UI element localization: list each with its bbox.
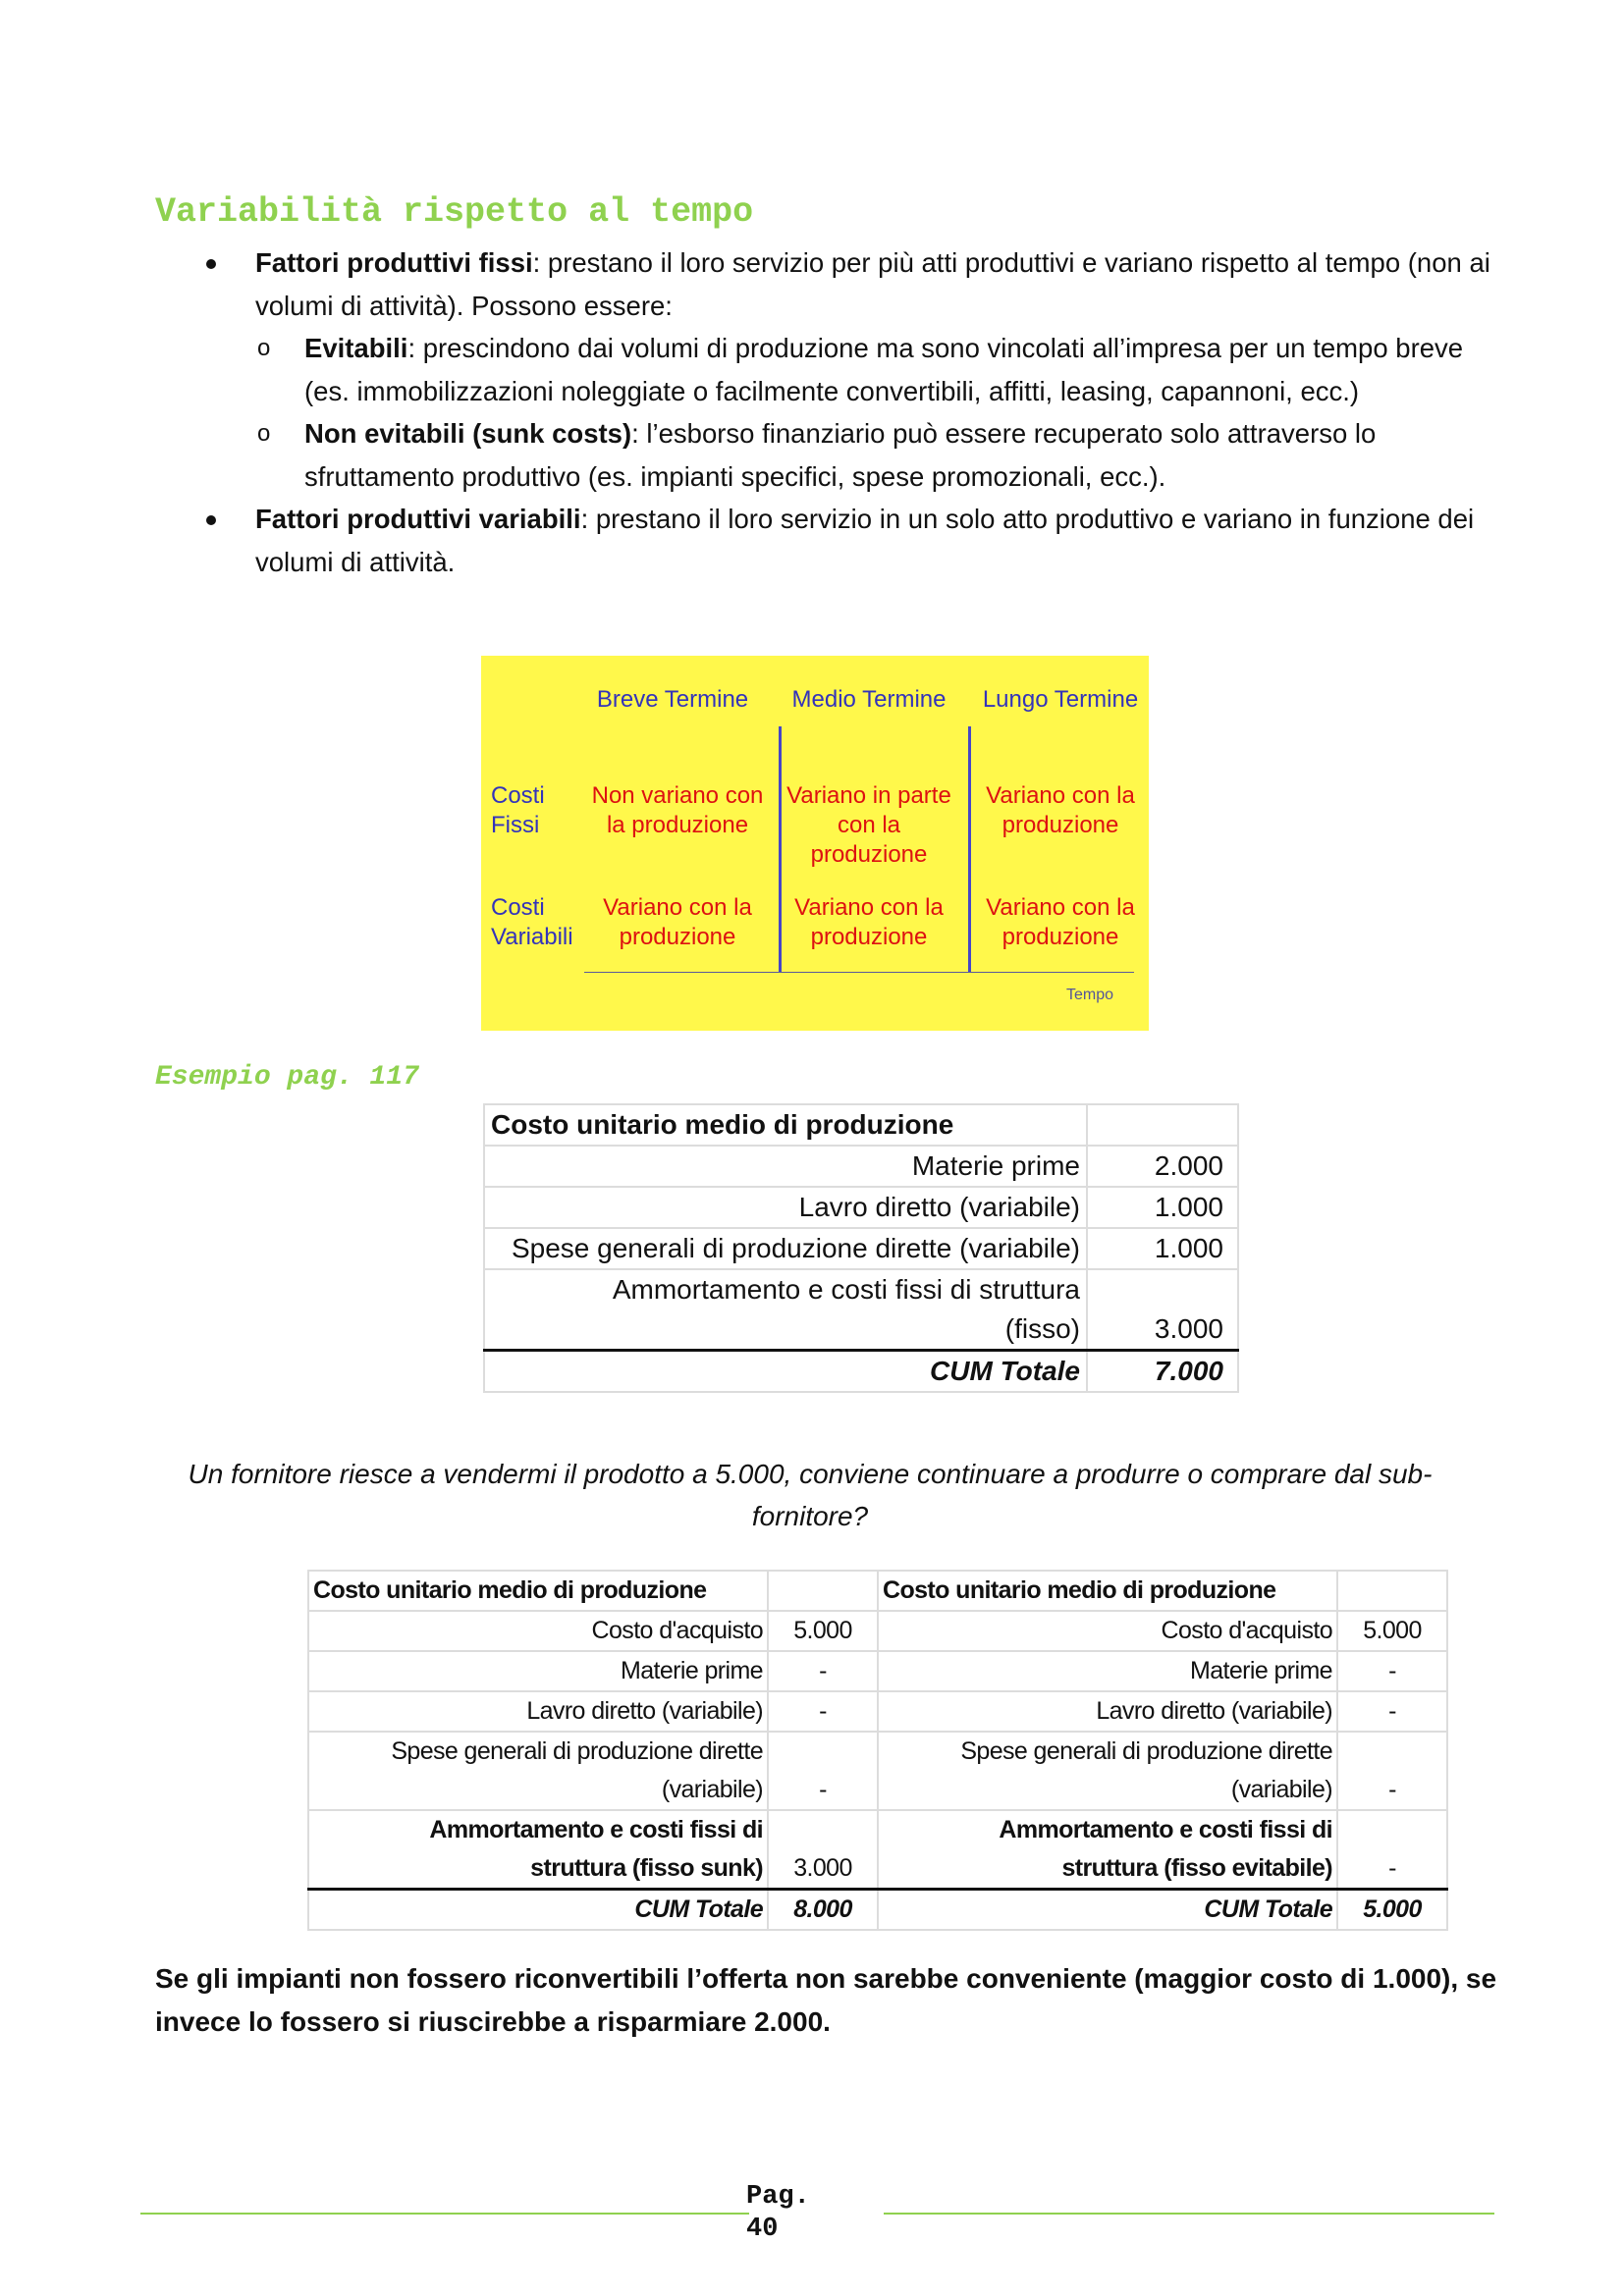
diagram-cell-var-long: Variano con la produzione [986, 894, 1135, 950]
footer-line-right [884, 2213, 1494, 2215]
bullet-text: : prestano il loro servizio per più atti produttivi e variano rispetto al tempo (non ai volumi di attività). Possono essere: [255, 247, 1490, 321]
bullet-term: Fattori produttivi fissi [255, 247, 533, 278]
table-total-row [308, 1890, 1447, 1931]
row-value: - [768, 1691, 878, 1732]
cost-time-diagram [481, 656, 1149, 1031]
page-number-value: 40 [746, 2215, 779, 2244]
row-value: 5.000 [1337, 1611, 1447, 1651]
example-title: Esempio pag. 117 [155, 1062, 419, 1093]
comparison-table [307, 1570, 1448, 1931]
table-row [484, 1146, 1238, 1187]
row-label: Lavro diretto (variabile) [484, 1187, 1087, 1228]
bullet-dot [206, 515, 216, 525]
total-value: 5.000 [1337, 1890, 1447, 1931]
total-label: CUM Totale [308, 1890, 768, 1931]
table-row [308, 1810, 1447, 1890]
bullet-item-fixed [206, 241, 1502, 327]
row-label: Materie prime [308, 1651, 768, 1691]
sub-item-sunk [257, 412, 1502, 498]
table-row [484, 1104, 1238, 1146]
row-label: Costo d'acquisto [308, 1611, 768, 1651]
sub-text: : prescindono dai volumi di produzione ma sono vincolati all’impresa per un tempo breve (es. immobilizzazioni noleggiate o facilmente convertibili, affitti, leasing, capannoni, ecc.) [304, 333, 1464, 406]
table-row [484, 1269, 1238, 1351]
diagram-header-short: Breve Termine [596, 686, 749, 713]
sub-bullet-marker: o [257, 335, 271, 361]
row-value: 1.000 [1087, 1228, 1238, 1269]
row-label: Ammortamento e costi fissi di struttura (fisso evitabile) [878, 1810, 1337, 1890]
row-label: Materie prime [484, 1146, 1087, 1187]
row-value: - [1337, 1691, 1447, 1732]
bullet-item-variable [206, 498, 1502, 583]
row-label: Lavro diretto (variabile) [308, 1691, 768, 1732]
row-value: 1.000 [1087, 1187, 1238, 1228]
conclusion-text: Se gli impianti non fossero riconvertibili l’offerta non sarebbe conveniente (maggior costo di 1.000), se invece lo fossero si riuscirebbe a risparmiare 2.000. [155, 1963, 1497, 2037]
unit-cost-table [483, 1103, 1239, 1393]
table-row [308, 1611, 1447, 1651]
page-label: Pag. [746, 2182, 810, 2212]
row-value: - [1337, 1732, 1447, 1810]
footer-line-left [140, 2213, 749, 2215]
row-label: Ammortamento e costi fissi di struttura (fisso sunk) [308, 1810, 768, 1890]
bullet-list [206, 241, 1502, 583]
diagram-divider-1 [779, 726, 782, 972]
sub-list [257, 327, 1502, 498]
page-number [746, 2181, 815, 2246]
table-cell-empty [768, 1571, 878, 1611]
row-value: 5.000 [768, 1611, 878, 1651]
row-label: Spese generali di produzione dirette (variabile) [484, 1228, 1087, 1269]
table-cell-empty [1087, 1104, 1238, 1146]
total-value: 8.000 [768, 1890, 878, 1931]
table-row [484, 1228, 1238, 1269]
table-cell-empty [1337, 1571, 1447, 1611]
row-label: Spese generali di produzione dirette (variabile) [308, 1732, 768, 1810]
row-value: - [768, 1651, 878, 1691]
row-value: 2.000 [1087, 1146, 1238, 1187]
bullet-dot [206, 259, 216, 269]
row-value: - [1337, 1651, 1447, 1691]
bullet-term: Fattori produttivi variabili [255, 504, 581, 534]
sub-text: : l’esborso finanziario può essere recuperato solo attraverso lo sfruttamento produttivo (es. impianti specifici, spese promozionali, ecc.). [304, 418, 1377, 492]
diagram-cell-var-medium: Variano con la produzione [794, 894, 944, 950]
diagram-axis-label: Tempo [1065, 987, 1114, 1003]
row-value: - [768, 1732, 878, 1810]
diagram-cell-fixed-long: Variano con la produzione [986, 782, 1135, 838]
table-row [308, 1691, 1447, 1732]
total-value: 7.000 [1087, 1351, 1238, 1393]
row-label: Materie prime [878, 1651, 1337, 1691]
diagram-row-variable: Costi Variabili [491, 894, 573, 950]
table-row [308, 1732, 1447, 1810]
bullet-text: : prestano il loro servizio in un solo atto produttivo e variano in funzione dei volumi di attività. [255, 504, 1475, 577]
section-heading: Variabilità rispetto al tempo [155, 192, 754, 232]
total-label: CUM Totale [878, 1890, 1337, 1931]
row-label: Ammortamento e costi fissi di struttura (fisso) [484, 1269, 1087, 1351]
row-label: Lavro diretto (variabile) [878, 1691, 1337, 1732]
table-total-row [484, 1351, 1238, 1393]
total-label: CUM Totale [484, 1351, 1087, 1393]
table-row [484, 1187, 1238, 1228]
question-text: Un fornitore riesce a vendermi il prodotto a 5.000, conviene continuare a produrre o comprare dal sub-fornitore? [188, 1459, 1433, 1531]
row-value: - [1337, 1810, 1447, 1890]
table-row [308, 1571, 1447, 1611]
diagram-cell-var-short: Variano con la produzione [603, 894, 752, 950]
diagram-cell-fixed-short: Non variano con la produzione [591, 782, 764, 838]
diagram-header-long: Lungo Termine [982, 686, 1139, 713]
diagram-divider-2 [968, 726, 971, 972]
sub-item-avoidable [257, 327, 1502, 412]
diagram-row-fixed: Costi Fissi [491, 782, 545, 838]
table-title: Costo unitario medio di produzione [484, 1104, 1087, 1146]
row-value: 3.000 [1087, 1269, 1238, 1351]
diagram-time-axis [584, 972, 1134, 973]
right-table-title: Costo unitario medio di produzione [878, 1571, 1337, 1611]
diagram-header-medium: Medio Termine [791, 686, 947, 713]
sub-term: Evitabili [304, 333, 408, 363]
row-label: Spese generali di produzione dirette (variabile) [878, 1732, 1337, 1810]
sub-bullet-marker: o [257, 420, 271, 447]
left-table-title: Costo unitario medio di produzione [308, 1571, 768, 1611]
row-value: 3.000 [768, 1810, 878, 1890]
diagram-cell-fixed-medium: Variano in parte con la produzione [786, 782, 951, 868]
table-row [308, 1651, 1447, 1691]
sub-term: Non evitabili (sunk costs) [304, 418, 632, 449]
row-label: Costo d'acquisto [878, 1611, 1337, 1651]
